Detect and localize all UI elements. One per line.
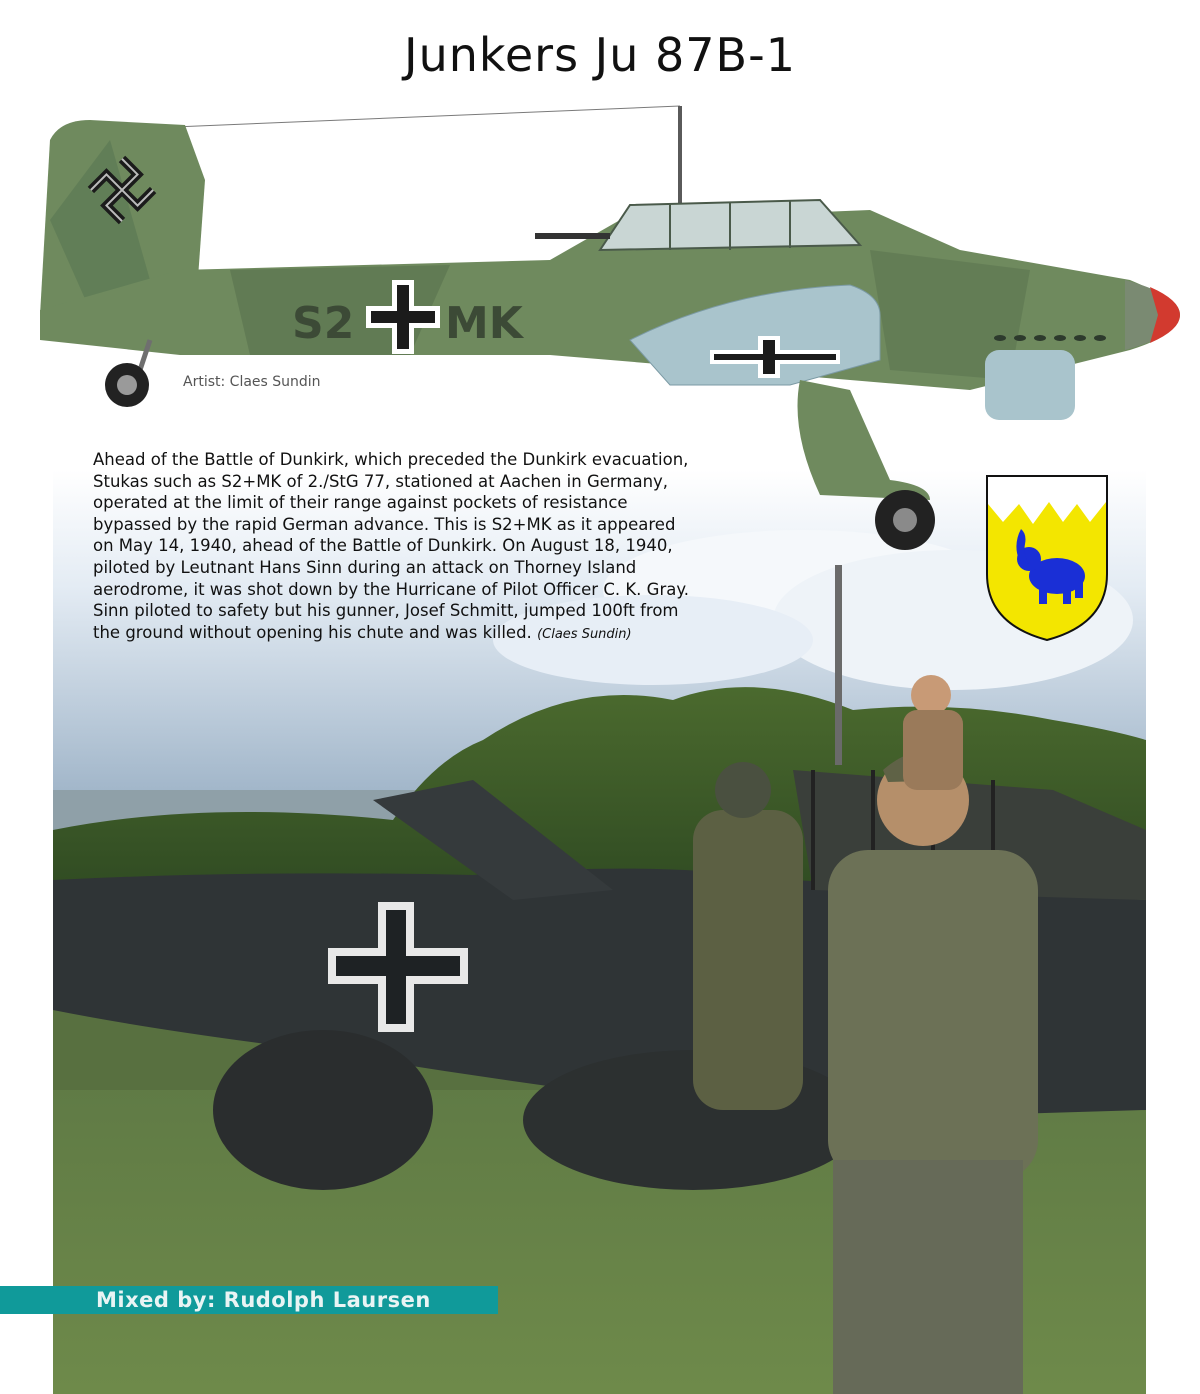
caption-text: Ahead of the Battle of Dunkirk, which preceded the Dunkirk evacuation, Stukas such as S2+MK of 2./StG 77, stationed at Aachen in Germany, operated at the limit of their range against pockets of resistance bypassed by the rapid German advance. This is S2+MK as it appeared on May 14, 1940, ahead of the Battle of Dunkirk. On August 18, 1940, piloted by Leutnant Hans Sinn during an attack on Thorney Island aerodrome, it was shot down by the Hurricane of Pilot Officer C. K. Gray. Sinn piloted to safety but his gunner, Josef Schmitt, jumped 100ft from the ground without opening his chute and was killed. bbox=[93, 450, 689, 642]
artist-credit: Artist: Claes Sundin bbox=[183, 374, 321, 390]
fuselage-code-left: S2 bbox=[292, 298, 355, 349]
caption bbox=[93, 449, 693, 645]
unit-badge bbox=[985, 474, 1109, 642]
fuselage-code-right: MK bbox=[445, 298, 523, 349]
caption-credit: (Claes Sundin) bbox=[537, 626, 632, 642]
mixed-by-banner: Mixed by: Rudolph Laursen bbox=[0, 1286, 498, 1314]
page-title: Junkers Ju 87B-1 bbox=[404, 28, 796, 82]
